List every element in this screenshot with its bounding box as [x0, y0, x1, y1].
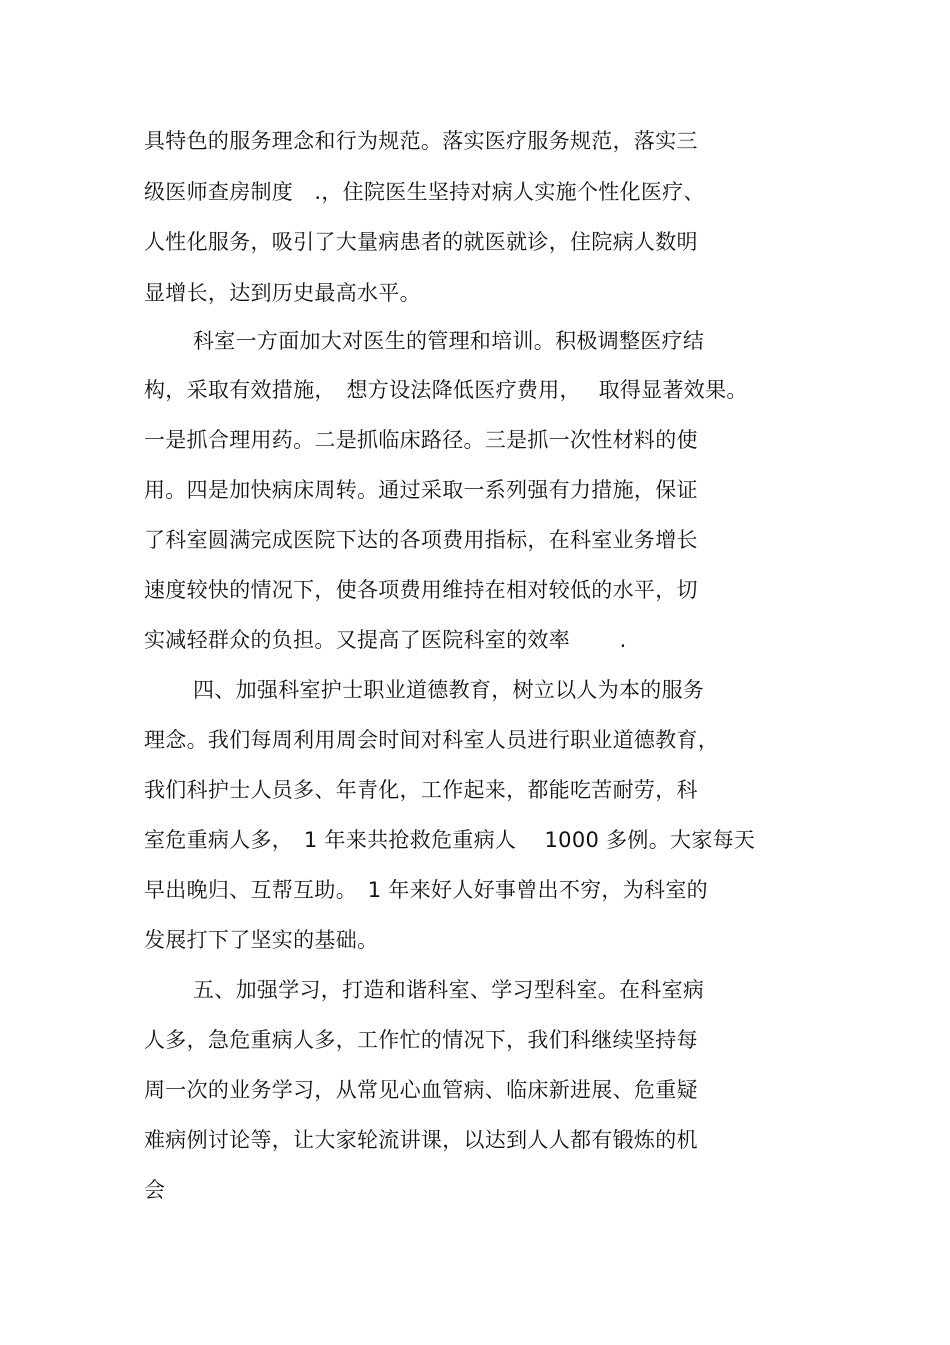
- paragraph-start-line: 科室一方面加大对医生的管理和培训。积极调整医疗结: [193, 329, 705, 353]
- text-line: 早出晚归、互帮互助。 1 年来好人好事曾出不穷，为科室的: [144, 878, 708, 902]
- text-line: 理念。我们每周利用周会时间对科室人员进行职业道德教育，: [144, 728, 720, 752]
- text-line: 难病例讨论等，让大家轮流讲课，以达到人人都有锻炼的机: [144, 1128, 698, 1152]
- text-line: 我们科护士人员多、年青化，工作起来，都能吃苦耐劳，科: [144, 778, 698, 802]
- paragraph-start-line: 四、加强科室护士职业道德教育，树立以人为本的服务: [193, 678, 705, 702]
- text-line: 显增长，达到历史最高水平。: [144, 281, 421, 305]
- text-line: 构，采取有效措施， 想方设法降低医疗费用， 取得显著效果。: [144, 378, 748, 402]
- text-line: 人多，急危重病人多，工作忙的情况下，我们科继续坚持每: [144, 1028, 698, 1052]
- text-line: 了科室圆满完成医院下达的各项费用指标，在科室业务增长: [144, 528, 698, 552]
- paragraph-start-line: 五、加强学习，打造和谐科室、学习型科室。在科室病: [193, 978, 705, 1002]
- text-line: 速度较快的情况下，使各项费用维持在相对较低的水平，切: [144, 578, 698, 602]
- text-line: 级医师查房制度 .，住院医生坚持对病人实施个性化医疗、: [144, 180, 705, 204]
- text-line: 发展打下了坚实的基础。: [144, 928, 379, 952]
- text-line: 用。四是加快病床周转。通过采取一系列强有力措施，保证: [144, 478, 698, 502]
- text-line: 周一次的业务学习，从常见心血管病、临床新进展、危重疑: [144, 1078, 698, 1102]
- text-line: 一是抓合理用药。二是抓临床路径。三是抓一次性材料的使: [144, 428, 698, 452]
- text-line: 会: [144, 1178, 166, 1202]
- text-line: 具特色的服务理念和行为规范。落实医疗服务规范，落实三: [144, 129, 698, 153]
- text-line: 人性化服务，吸引了大量病患者的就医就诊，住院病人数明: [144, 230, 698, 254]
- text-line: 室危重病人多， 1 年来共抢救危重病人 1000 多例。大家每天: [144, 828, 756, 852]
- text-line: 实减轻群众的负担。又提高了医院科室的效率 .: [144, 628, 627, 652]
